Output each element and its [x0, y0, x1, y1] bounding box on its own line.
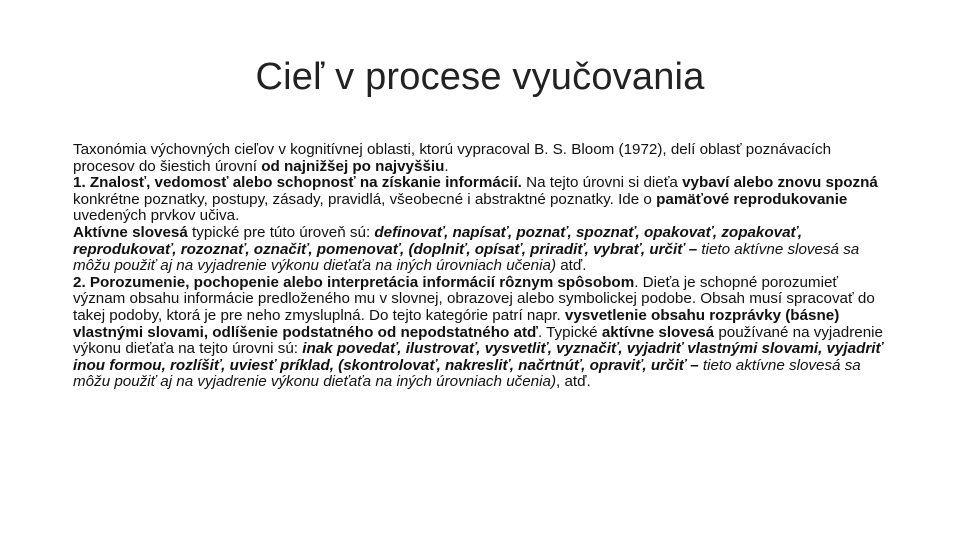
verbs-2-list: inak povedať, ilustrovať, vysvetliť, vyznačiť, vyjadriť vlastnými slovami, vyjadriť inou formou, rozlíšiť, uviesť príklad, (skontrolovať, nakresliť, načrtnúť, opraviť, určiť –: [73, 340, 883, 374]
level-1-text-2: konkrétne poznatky, postupy, zásady, pravidlá, všeobecné i abstraktné poznatky. Ide o: [73, 190, 657, 208]
slide-body: [73, 142, 893, 391]
level-2-bold-3: aktívne slovesá: [601, 323, 715, 341]
level-1-text-1: Na tejto úrovni si dieťa: [521, 174, 683, 192]
level-2-end: , atď.: [556, 373, 591, 391]
intro-end: .: [444, 157, 449, 175]
verbs-1-heading: Aktívne slovesá: [73, 223, 188, 241]
level-1-bold-3: pamäťové reprodukovanie: [656, 190, 848, 208]
level-2-text-2: . Typické: [537, 323, 602, 341]
paragraph-level-1: [73, 175, 893, 225]
verbs-1-list: definovať, napísať, poznať, spoznať, opakovať, zopakovať, reprodukovať, rozoznať, označiť, pomenovať, (doplniť, opísať, priradiť, vybrať, určiť –: [73, 223, 803, 258]
level-2-heading: 2. Porozumenie, pochopenie alebo interpretácia informácií rôznym spôsobom: [73, 273, 635, 291]
level-2-text-3: používané na vyjadrenie výkonu dieťaťa na tejto úrovni sú:: [73, 323, 883, 358]
level-2-bold-2: vysvetlenie obsahu rozprávky (básne) vlastnými slovami, odlíšenie podstatného od nepodstatného atď: [73, 306, 840, 341]
level-1-heading: 1. Znalosť, vedomosť alebo schopnosť na získanie informácií.: [73, 174, 522, 192]
paragraph-level-1-verbs: [73, 225, 893, 275]
paragraph-level-2: [73, 275, 893, 391]
intro-text: Taxonómia výchovných cieľov v kognitívnej oblasti, ktorú vypracoval B. S. Bloom (1972), delí oblasť poznávacích procesov do šiestich úrovní: [73, 141, 832, 175]
level-2-text-1: . Dieťa je schopné porozumieť význam obsahu informácie predloženého mu v slovnej, obrazovej alebo symbolickej podobe. Obsah musí spracovať do takej podoby, ktorá je pre neho zmysluplná. Do tejto kategórie patrí napr.: [73, 273, 875, 324]
verbs-1-end: atď.: [556, 257, 587, 275]
level-1-bold-2: vybaví alebo znovu spozná: [682, 174, 878, 192]
verbs-2-note: tieto aktívne slovesá sa môžu použiť aj na vyjadrenie výkonu dieťaťa na iných úrovniach učenia): [73, 356, 861, 391]
verbs-1-text: typické pre túto úroveň sú:: [187, 223, 375, 241]
slide-title: Cieľ v procese vyučovania: [255, 56, 705, 98]
level-1-text-3: uvedených prvkov učiva.: [73, 207, 240, 225]
intro-bold: od najnižšej po najvyššiu: [261, 157, 445, 175]
paragraph-intro: [73, 142, 893, 175]
verbs-1-note: tieto aktívne slovesá sa môžu použiť aj na vyjadrenie výkonu dieťaťa na iných úrovniach učenia): [73, 240, 860, 275]
